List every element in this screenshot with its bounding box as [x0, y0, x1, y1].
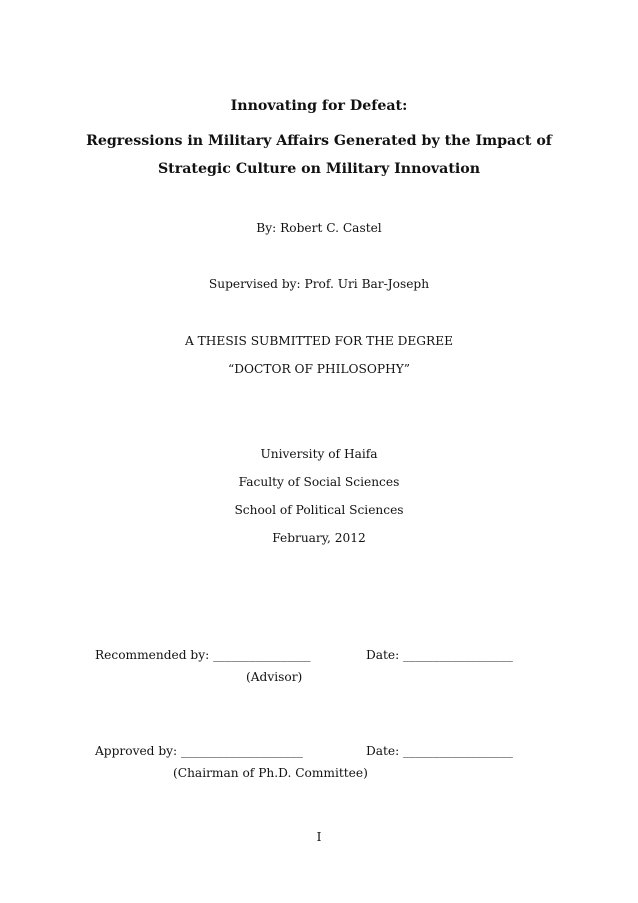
thesis-subtitle-line-1: Regressions in Military Affairs Generated by the Impact of — [86, 133, 552, 149]
school-name: School of Political Sciences — [234, 503, 404, 517]
thesis-title: Innovating for Defeat: — [230, 98, 408, 114]
degree-line-2: “DOCTOR OF PHILOSOPHY” — [228, 362, 410, 376]
page-number: I — [316, 830, 322, 844]
recommended-date-line: Date: __________________ — [366, 648, 513, 662]
author-line: By: Robert C. Castel — [256, 221, 382, 235]
degree-line-1: A THESIS SUBMITTED FOR THE DEGREE — [184, 334, 453, 348]
faculty-name: Faculty of Social Sciences — [238, 475, 400, 489]
thesis-subtitle-line-2: Strategic Culture on Military Innovation — [157, 161, 481, 177]
university-name: University of Haifa — [260, 447, 378, 461]
advisor-role-label: (Advisor) — [246, 670, 303, 684]
submission-date: February, 2012 — [272, 531, 366, 545]
chairman-role-label: (Chairman of Ph.D. Committee) — [173, 766, 368, 780]
approved-date-line: Date: __________________ — [366, 744, 513, 758]
approved-by-signature-line: Approved by: ____________________ — [95, 744, 303, 758]
supervisor-line: Supervised by: Prof. Uri Bar-Joseph — [208, 277, 430, 291]
recommended-by-signature-line: Recommended by: ________________ — [95, 648, 311, 662]
